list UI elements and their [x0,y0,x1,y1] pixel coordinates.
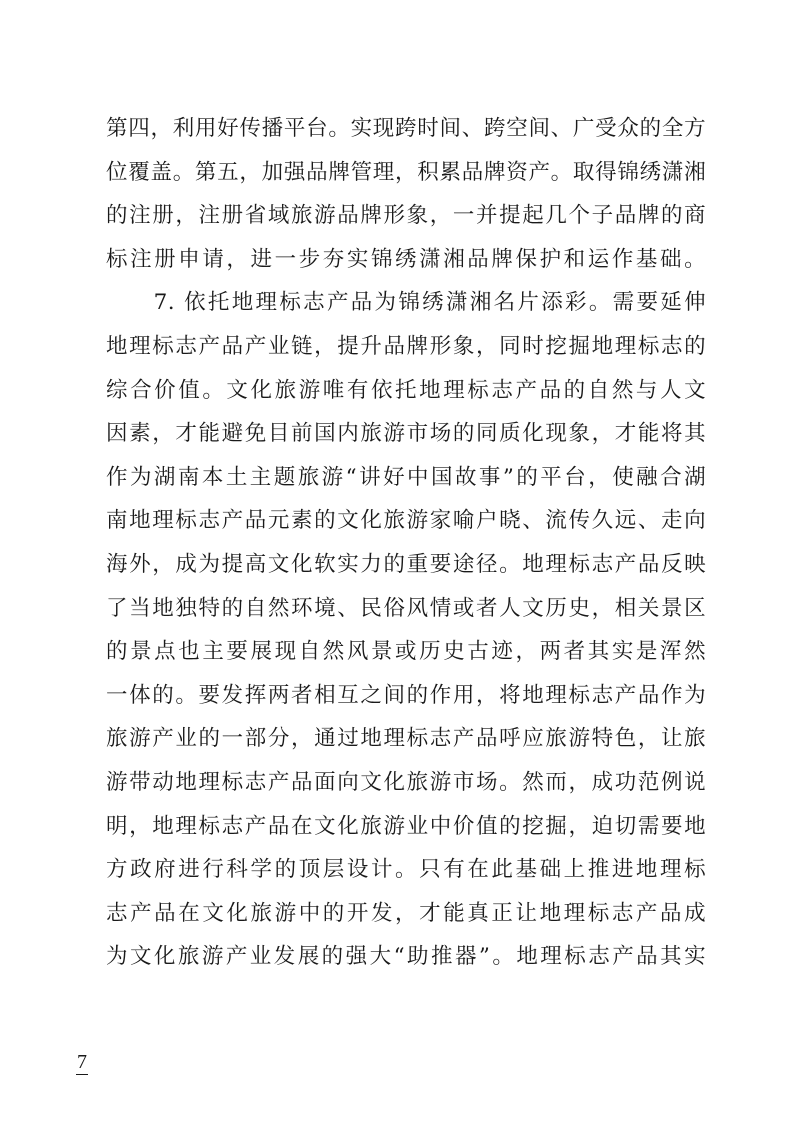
text-line: 第四，利用好传播平台。实现跨时间、跨空间、广受众的全方 [106,116,706,141]
text-line: 明，地理标志产品在文化旅游业中价值的挖掘，迫切需要地 [106,813,706,839]
text-line: 标注册申请，进一步夯实锦绣潇湘品牌保护和运作基础。 [106,246,706,272]
text-line: 的景点也主要展现自然风景或历史古迹，两者其实是浑然 [106,639,706,665]
text-line: 作为湖南本土主题旅游“讲好中国故事”的平台，使融合湖 [106,464,706,490]
text-line: 旅游产业的一部分，通过地理标志产品呼应旅游特色，让旅 [106,726,706,752]
text-line: 游带动地理标志产品面向文化旅游市场。然而，成功范例说 [106,769,706,795]
text-line: 志产品在文化旅游中的开发，才能真正让地理标志产品成 [106,900,706,926]
text-line: 海外，成为提高文化软实力的重要途径。地理标志产品反映 [106,551,706,577]
text-line: 7. 依托地理标志产品为锦绣潇湘名片添彩。需要延伸 [106,290,706,316]
text-line: 地理标志产品产业链，提升品牌形象，同时挖掘地理标志的 [106,333,706,359]
page-number: 7 [77,1051,87,1073]
body-text [106,107,706,979]
text-line: 综合价值。文化旅游唯有依托地理标志产品的自然与人文 [106,377,706,403]
text-line: 了当地独特的自然环境、民俗风情或者人文历史，相关景区 [106,595,706,621]
text-line: 为文化旅游产业发展的强大“助推器”。地理标志产品其实 [106,944,706,970]
text-line: 方政府进行科学的顶层设计。只有在此基础上推进地理标 [106,857,706,883]
text-line: 南地理标志产品元素的文化旅游家喻户晓、流传久远、走向 [106,508,706,534]
text-line: 的注册，注册省域旅游品牌形象，一并提起几个子品牌的商 [106,203,706,229]
text-line: 位覆盖。第五，加强品牌管理，积累品牌资产。取得锦绣潇湘 [106,159,706,185]
text-line: 因素，才能避免目前国内旅游市场的同质化现象，才能将其 [106,421,706,447]
text-line: 一体的。要发挥两者相互之间的作用，将地理标志产品作为 [106,682,706,708]
